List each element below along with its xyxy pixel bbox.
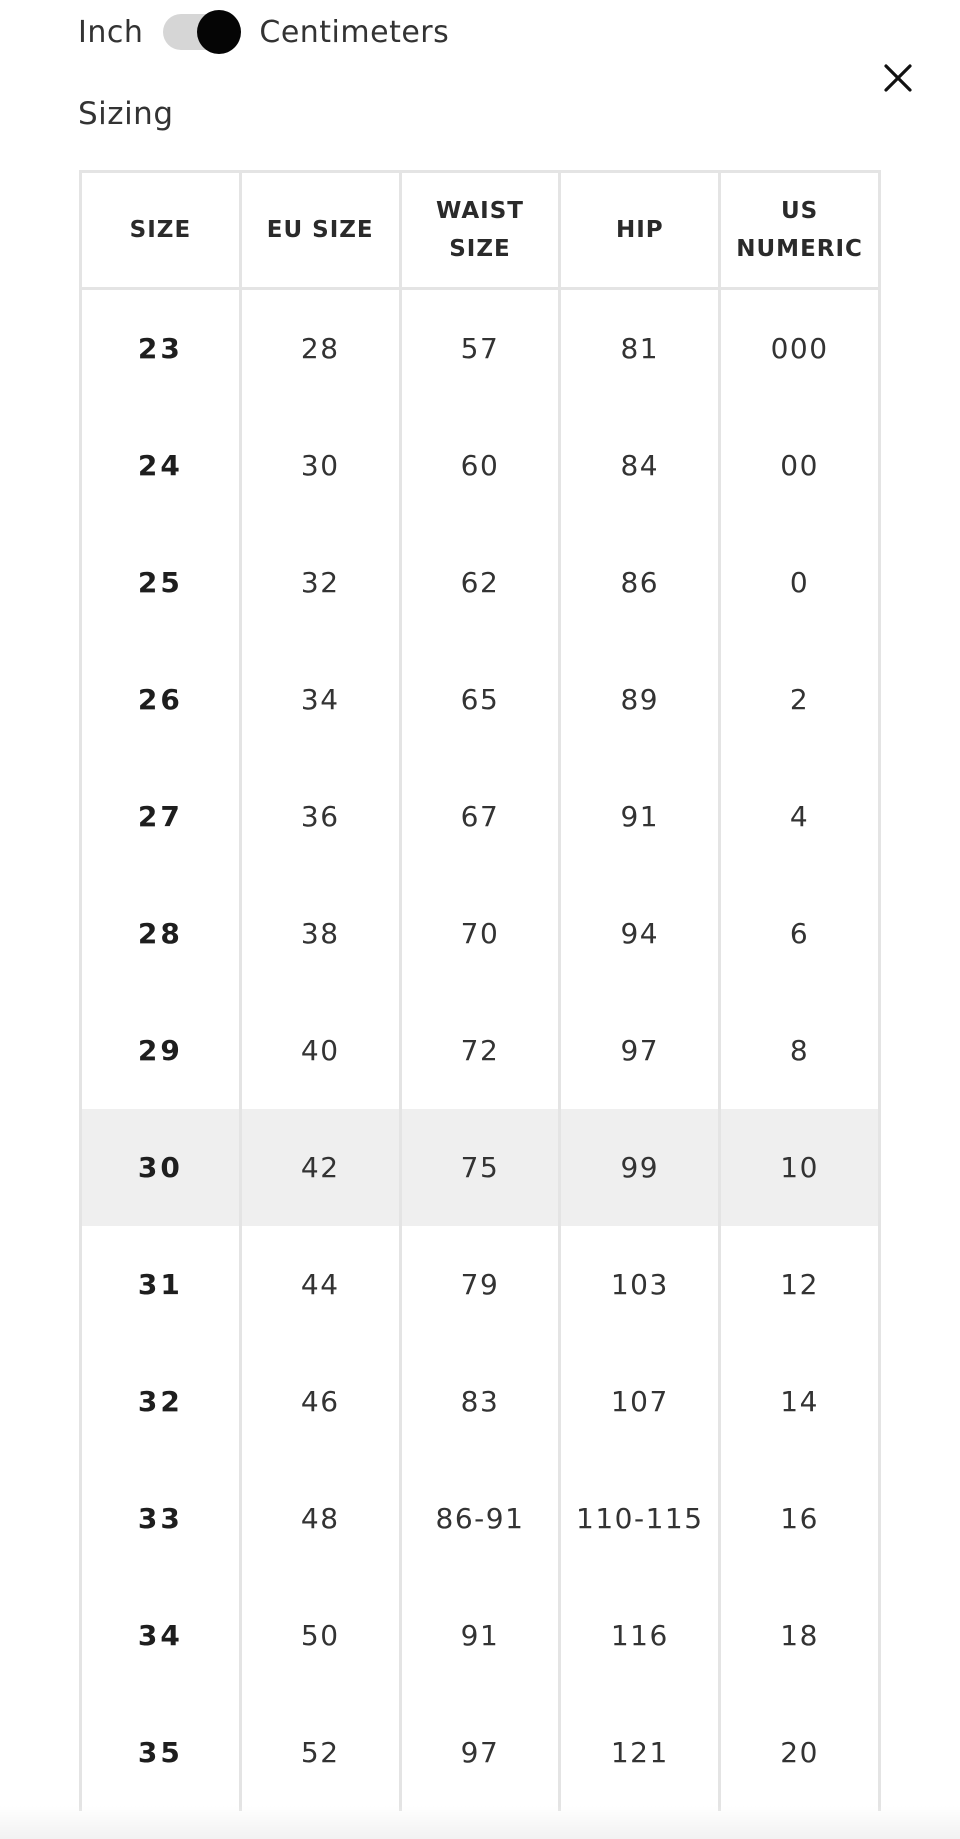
cell-eu-size: 52 [240, 1694, 400, 1811]
cell-us-numeric: 14 [720, 1343, 880, 1460]
unit-toggle [78, 8, 449, 56]
table-row [81, 289, 880, 408]
table-row [81, 992, 880, 1109]
cell-eu-size: 48 [240, 1460, 400, 1577]
cell-eu-size: 46 [240, 1343, 400, 1460]
table-header-row [81, 172, 880, 289]
cell-waist-size: 75 [400, 1109, 560, 1226]
cell-hip: 97 [560, 992, 720, 1109]
size-chart-table [79, 170, 881, 1811]
cell-hip: 84 [560, 407, 720, 524]
cell-us-numeric: 4 [720, 758, 880, 875]
close-icon [883, 63, 913, 93]
cell-hip: 89 [560, 641, 720, 758]
cell-size: 28 [81, 875, 241, 992]
cell-hip: 107 [560, 1343, 720, 1460]
table-row [81, 407, 880, 524]
cell-size: 26 [81, 641, 241, 758]
cell-size: 31 [81, 1226, 241, 1343]
cell-waist-size: 86-91 [400, 1460, 560, 1577]
table-row [81, 1226, 880, 1343]
cell-size: 27 [81, 758, 241, 875]
cell-hip: 99 [560, 1109, 720, 1226]
cell-us-numeric: 2 [720, 641, 880, 758]
table-row [81, 758, 880, 875]
cell-us-numeric: 00 [720, 407, 880, 524]
cell-hip: 91 [560, 758, 720, 875]
cell-eu-size: 30 [240, 407, 400, 524]
table-row [81, 524, 880, 641]
cell-waist-size: 65 [400, 641, 560, 758]
cell-hip: 86 [560, 524, 720, 641]
cell-size: 29 [81, 992, 241, 1109]
cell-us-numeric: 0 [720, 524, 880, 641]
cell-us-numeric: 18 [720, 1577, 880, 1694]
header-us-numeric-label: US NUMERIC [736, 198, 863, 262]
cell-hip: 110-115 [560, 1460, 720, 1577]
cell-eu-size: 44 [240, 1226, 400, 1343]
cell-waist-size: 57 [400, 289, 560, 408]
cell-size: 24 [81, 407, 241, 524]
cell-hip: 81 [560, 289, 720, 408]
cell-size: 30 [81, 1109, 241, 1226]
cell-us-numeric: 12 [720, 1226, 880, 1343]
cell-waist-size: 83 [400, 1343, 560, 1460]
bottom-fade [0, 1806, 960, 1839]
cell-waist-size: 97 [400, 1694, 560, 1811]
cell-eu-size: 34 [240, 641, 400, 758]
cell-waist-size: 67 [400, 758, 560, 875]
cell-size: 25 [81, 524, 241, 641]
table-row [81, 1694, 880, 1811]
header-size: SIZE [81, 172, 241, 289]
cell-us-numeric: 16 [720, 1460, 880, 1577]
cell-eu-size: 38 [240, 875, 400, 992]
header-hip: HIP [560, 172, 720, 289]
table-row [81, 1577, 880, 1694]
table-row [81, 1460, 880, 1577]
cell-hip: 103 [560, 1226, 720, 1343]
header-eu-size: EU SIZE [240, 172, 400, 289]
cell-eu-size: 50 [240, 1577, 400, 1694]
section-title: Sizing [78, 96, 174, 132]
cell-eu-size: 40 [240, 992, 400, 1109]
cell-eu-size: 32 [240, 524, 400, 641]
table-row [81, 875, 880, 992]
unit-switch[interactable] [163, 14, 239, 50]
close-button[interactable] [870, 50, 926, 106]
switch-knob[interactable] [197, 10, 241, 54]
cell-waist-size: 60 [400, 407, 560, 524]
cell-size: 34 [81, 1577, 241, 1694]
cell-waist-size: 91 [400, 1577, 560, 1694]
table-body [81, 289, 880, 1812]
cell-waist-size: 72 [400, 992, 560, 1109]
cell-size: 23 [81, 289, 241, 408]
cell-eu-size: 42 [240, 1109, 400, 1226]
table-row [81, 1343, 880, 1460]
header-waist-size: WAIST SIZE [400, 172, 560, 289]
cell-us-numeric: 6 [720, 875, 880, 992]
cell-us-numeric: 000 [720, 289, 880, 408]
cell-waist-size: 70 [400, 875, 560, 992]
cell-us-numeric: 8 [720, 992, 880, 1109]
cell-waist-size: 62 [400, 524, 560, 641]
inch-label[interactable]: Inch [78, 14, 144, 50]
cell-eu-size: 28 [240, 289, 400, 408]
cell-hip: 121 [560, 1694, 720, 1811]
cell-size: 32 [81, 1343, 241, 1460]
table-row [81, 1109, 880, 1226]
cell-hip: 116 [560, 1577, 720, 1694]
cell-waist-size: 79 [400, 1226, 560, 1343]
header-us-numeric [720, 172, 880, 289]
cell-eu-size: 36 [240, 758, 400, 875]
centimeters-label[interactable]: Centimeters [259, 14, 450, 50]
table-row [81, 641, 880, 758]
cell-size: 33 [81, 1460, 241, 1577]
cell-hip: 94 [560, 875, 720, 992]
cell-us-numeric: 10 [720, 1109, 880, 1226]
cell-size: 35 [81, 1694, 241, 1811]
cell-us-numeric: 20 [720, 1694, 880, 1811]
